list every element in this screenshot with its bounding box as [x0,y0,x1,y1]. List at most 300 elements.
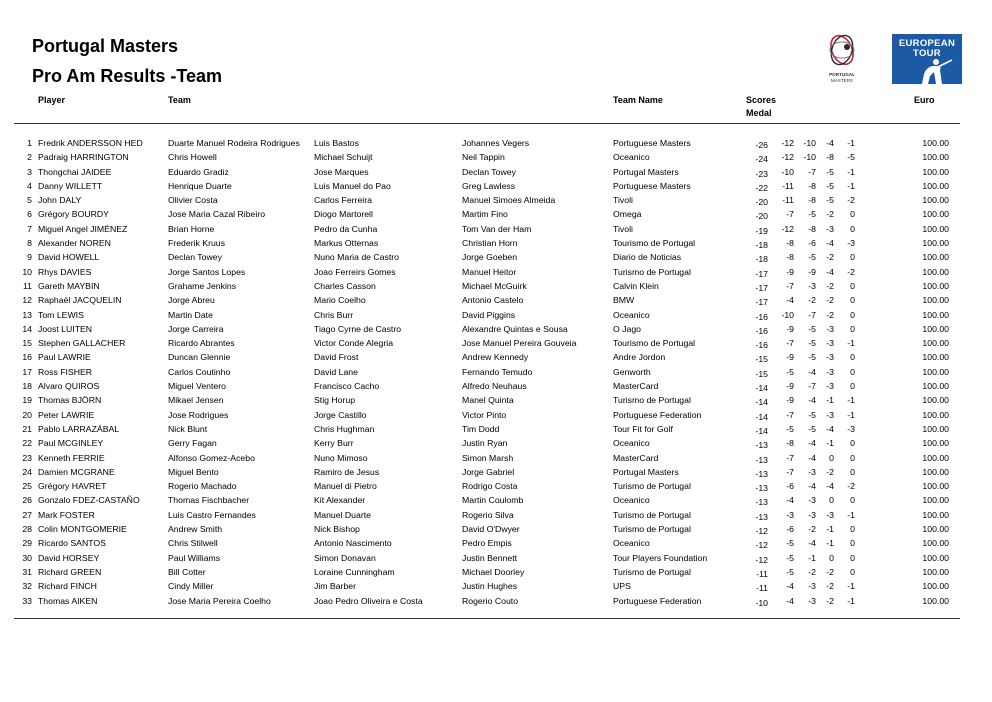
table-row [0,365,992,379]
row-score-2: -5 [808,252,816,263]
row-team-name: Turismo de Portugal [613,266,691,277]
row-euro: 100.00 [922,352,949,363]
row-score-1: -7 [786,452,794,463]
row-score-3: -2 [826,252,834,263]
row-euro: 100.00 [922,395,949,406]
column-header-team: Team [168,95,191,105]
row-score-3: -2 [826,581,834,592]
row-total-score: -18 [755,254,768,265]
row-team-member-2: Simon Donavan [314,552,376,563]
row-euro: 100.00 [922,238,949,249]
row-total-score: -13 [755,511,768,522]
row-score-2: -7 [808,309,816,320]
row-score-4: 0 [850,495,855,506]
european-tour-logo-line1: EUROPEAN [898,38,956,49]
row-team-member-2: Mario Coelho [314,295,366,306]
row-team-member-3: Declan Towey [462,166,516,177]
row-team-member-2: Charles Casson [314,280,376,291]
row-score-1: -8 [786,238,794,249]
row-euro: 100.00 [922,509,949,520]
row-position: 31 [22,566,32,577]
row-team-member-2: Markus Otternas [314,238,379,249]
row-score-2: -4 [808,481,816,492]
row-team-member-2: Manuel di Pietro [314,481,377,492]
row-score-2: -2 [808,295,816,306]
row-score-3: -4 [826,423,834,434]
table-row [0,207,992,221]
row-team-member-2: Victor Conde Alegria [314,338,394,349]
row-score-3: -1 [826,538,834,549]
row-score-1: -9 [786,323,794,334]
row-score-1: -5 [786,538,794,549]
row-position: 5 [27,195,32,206]
row-team-member-1: Rogerio Machado [168,481,237,492]
table-row [0,565,992,579]
row-score-1: -7 [786,209,794,220]
table-row [0,508,992,522]
row-player: Alvaro QUIROS [38,381,100,392]
table-row [0,408,992,422]
row-total-score: -15 [755,354,768,365]
row-score-4: 0 [850,538,855,549]
row-player: Paul LAWRIE [38,352,91,363]
row-team-name: Tivoli [613,223,633,234]
table-row [0,594,992,608]
row-team-member-2: Tiago Cyrne de Castro [314,323,402,334]
column-header-scores: Scores [746,95,777,105]
row-euro: 100.00 [922,423,949,434]
row-team-member-1: Ricardo Abrantes [168,338,235,349]
row-team-member-1: Duncan Glennie [168,352,231,363]
row-team-member-2: Kit Alexander [314,495,366,506]
row-team-member-2: Nick Bishop [314,524,360,535]
row-score-3: -2 [826,295,834,306]
row-score-1: -12 [781,152,794,163]
table-row [0,536,992,550]
row-score-3: -3 [826,338,834,349]
row-score-4: 0 [850,209,855,220]
row-team-member-1: Jose Maria Pereira Coelho [168,595,271,606]
row-team-member-1: Carlos Coutinho [168,366,231,377]
row-team-member-3: Pedro Empis [462,538,512,549]
row-score-2: -5 [808,409,816,420]
row-position: 15 [22,338,32,349]
row-team-member-2: Kerry Burr [314,438,354,449]
row-score-4: 0 [850,323,855,334]
row-team-member-1: Martin Date [168,309,213,320]
row-euro: 100.00 [922,323,949,334]
row-score-3: -2 [826,566,834,577]
row-total-score: -14 [755,397,768,408]
table-row [0,436,992,450]
row-score-4: -2 [847,195,855,206]
page-title: Portugal Masters [32,36,179,56]
row-position: 17 [22,366,32,377]
row-position: 16 [22,352,32,363]
row-euro: 100.00 [922,581,949,592]
row-team-member-1: Gerry Fagan [168,438,217,449]
row-score-4: -2 [847,266,855,277]
row-score-2: -5 [808,423,816,434]
portugal-masters-emblem-icon [816,30,868,86]
row-total-score: -20 [755,197,768,208]
row-team-member-3: Tom Van der Ham [462,223,532,234]
row-team-name: Turismo de Portugal [613,566,691,577]
row-team-name: Tivoli [613,195,633,206]
row-position: 28 [22,524,32,535]
row-score-2: -5 [808,209,816,220]
row-score-3: -5 [826,195,834,206]
row-score-3: -5 [826,180,834,191]
row-euro: 100.00 [922,366,949,377]
row-team-name: Portuguese Federation [613,409,702,420]
row-team-name: MasterCard [613,381,659,392]
row-player: Colin MONTGOMERIE [38,524,127,535]
column-header-medal: Medal [746,108,772,118]
row-team-name: Andre Jordon [613,352,666,363]
row-total-score: -11 [756,583,768,594]
row-score-2: -8 [808,180,816,191]
row-team-member-2: Francisco Cacho [314,381,380,392]
row-score-1: -5 [786,552,794,563]
row-team-member-1: Chris Howell [168,152,217,163]
row-position: 33 [22,595,32,606]
row-score-2: -1 [808,552,816,563]
row-team-name: Portuguese Masters [613,180,691,191]
row-player: Raphaël JACQUELIN [38,295,122,306]
table-row [0,236,992,250]
row-team-name: Oceanico [613,538,650,549]
row-player: Thomas AIKEN [38,595,98,606]
row-total-score: -24 [755,154,768,165]
row-total-score: -13 [755,468,768,479]
row-team-name: BMW [613,295,635,306]
row-team-member-3: Justin Ryan [462,438,508,449]
row-euro: 100.00 [922,180,949,191]
row-team-member-1: Bill Cotter [168,566,206,577]
row-team-member-2: David Lane [314,366,358,377]
row-score-3: -3 [826,409,834,420]
column-header-team-name: Team Name [613,95,663,105]
row-team-member-2: Diogo Martorell [314,209,373,220]
row-player: Peter LAWRIE [38,409,95,420]
row-team-name: Turismo de Portugal [613,509,691,520]
portugal-masters-logo [816,30,868,86]
row-score-2: -4 [808,452,816,463]
row-total-score: -12 [755,554,768,565]
row-team-member-2: David Frost [314,352,359,363]
row-total-score: -12 [755,540,768,551]
row-position: 2 [27,152,32,163]
row-team-name: Oceanico [613,152,650,163]
row-team-member-2: Luis Manuel do Pao [314,180,391,191]
row-score-4: 0 [850,252,855,263]
row-score-4: 0 [850,566,855,577]
table-row [0,522,992,536]
row-team-member-1: Frederik Kruus [168,238,225,249]
row-player: Thomas BJÖRN [38,395,102,406]
row-player: Richard FINCH [38,581,97,592]
row-player: Ricardo SANTOS [38,538,106,549]
table-row [0,193,992,207]
row-score-3: -4 [826,138,834,148]
row-score-1: -9 [786,381,794,392]
row-position: 20 [22,409,32,420]
row-score-2: -3 [808,466,816,477]
row-euro: 100.00 [922,452,949,463]
row-player: Paul MCGINLEY [38,438,104,449]
row-team-member-3: Martim Fino [462,209,508,220]
row-player: Miguel Angel JIMÉNEZ [38,223,128,234]
row-team-member-2: Carlos Ferreira [314,195,372,206]
row-player: Damien MCGRANE [38,466,115,477]
row-team-member-3: Tim Dodd [462,423,500,434]
row-position: 29 [22,538,32,549]
row-score-3: -4 [826,481,834,492]
row-player: Fredrik ANDERSSON HED [38,138,143,148]
row-team-member-2: Manuel Duarte [314,509,371,520]
row-euro: 100.00 [922,223,949,234]
row-score-1: -5 [786,366,794,377]
row-score-1: -9 [786,352,794,363]
row-total-score: -13 [755,483,768,494]
row-score-2: -5 [808,338,816,349]
row-team-member-1: Grahame Jenkins [168,280,237,291]
row-euro: 100.00 [922,438,949,449]
row-position: 24 [22,466,32,477]
row-position: 30 [22,552,32,563]
header-divider [14,123,960,124]
row-score-2: -3 [808,495,816,506]
row-team-name: O Jago [613,323,642,334]
row-player: Kenneth FERRIE [38,452,105,463]
footer-divider [14,618,960,619]
row-team-name: Portuguese Masters [613,138,691,148]
row-score-2: -4 [808,538,816,549]
row-total-score: -20 [755,211,768,222]
table-row [0,165,992,179]
row-position: 10 [22,266,32,277]
row-player: Alexander NOREN [38,238,111,249]
row-score-1: -9 [786,266,794,277]
row-score-3: 0 [829,452,834,463]
row-player: Gareth MAYBIN [38,280,100,291]
row-euro: 100.00 [922,252,949,263]
table-row [0,579,992,593]
row-team-member-3: Manel Quinta [462,395,514,406]
row-position: 9 [27,252,32,263]
table-row [0,551,992,565]
column-header-player: Player [38,95,66,105]
row-team-member-3: Manuel Heitor [462,266,517,277]
row-euro: 100.00 [922,309,949,320]
row-score-3: -3 [826,323,834,334]
row-team-member-3: Fernando Temudo [462,366,533,377]
row-team-name: Calvin Klein [613,280,659,291]
row-team-member-2: Joao Pedro Oliveira e Costa [314,595,423,606]
row-position: 8 [27,238,32,249]
row-score-4: -3 [847,238,855,249]
table-row [0,179,992,193]
row-score-1: -8 [786,252,794,263]
row-score-1: -12 [781,138,794,148]
row-player: Ross FISHER [38,366,93,377]
row-position: 27 [22,509,32,520]
row-score-2: -4 [808,438,816,449]
row-position: 13 [22,309,32,320]
row-player: Joost LUITEN [38,323,93,334]
table-row [0,336,992,350]
row-team-member-3: Michael McGuirk [462,280,527,291]
row-score-4: 0 [850,309,855,320]
table-row [0,279,992,293]
row-team-member-2: Luis Bastos [314,138,359,148]
row-total-score: -22 [755,182,768,193]
row-euro: 100.00 [922,466,949,477]
row-total-score: -16 [755,311,768,322]
row-team-member-2: Michael Schuijt [314,152,373,163]
row-player: Thongchai JAIDEE [38,166,112,177]
row-team-member-3: Manuel Simoes Almeida [462,195,556,206]
row-score-2: -5 [808,352,816,363]
row-team-member-1: Jorge Carreira [168,323,224,334]
row-team-member-3: Victor Pinto [462,409,507,420]
row-score-1: -7 [786,466,794,477]
row-team-member-2: Stig Horup [314,395,356,406]
row-total-score: -26 [755,140,768,150]
table-row [0,136,992,150]
row-team-name: Tourismo de Portugal [613,338,696,349]
row-score-2: -4 [808,395,816,406]
row-player: Padraig HARRINGTON [38,152,129,163]
row-team-member-2: Ramiro de Jesus [314,466,380,477]
row-score-1: -5 [786,423,794,434]
row-score-1: -4 [786,595,794,606]
row-euro: 100.00 [922,195,949,206]
european-tour-logo-line2: TOUR [913,48,941,59]
row-score-2: -7 [808,381,816,392]
row-euro: 100.00 [922,166,949,177]
row-score-4: -1 [847,138,855,148]
row-team-name: Portugal Masters [613,466,679,477]
row-player: Danny WILLETT [38,180,103,191]
row-score-3: -3 [826,381,834,392]
row-score-4: 0 [850,280,855,291]
row-team-member-2: Chris Hughman [314,423,375,434]
row-team-name: MasterCard [613,452,659,463]
row-score-1: -11 [782,195,794,206]
golfer-silhouette-icon [892,34,962,84]
table-row [0,322,992,336]
row-team-member-2: Nuno Maria de Castro [314,252,399,263]
row-score-3: -2 [826,466,834,477]
row-score-2: -3 [808,595,816,606]
row-player: Grégory BOURDY [38,209,109,220]
row-score-1: -4 [786,495,794,506]
row-score-4: -1 [847,595,855,606]
row-score-2: -7 [808,166,816,177]
row-score-1: -9 [786,395,794,406]
row-team-member-2: Nuno Mimoso [314,452,368,463]
row-player: Tom LEWIS [38,309,84,320]
row-euro: 100.00 [922,566,949,577]
row-team-member-3: Jose Manuel Pereira Gouveia [462,338,577,349]
row-score-3: 0 [829,495,834,506]
row-score-2: -2 [808,566,816,577]
row-total-score: -13 [755,497,768,508]
row-team-member-1: Chris Stilwell [168,538,218,549]
table-row [0,493,992,507]
row-team-member-1: Miguel Ventero [168,381,226,392]
row-score-2: -8 [808,195,816,206]
table-row [0,479,992,493]
row-team-member-3: Greg Lawless [462,180,516,191]
row-score-1: -7 [786,280,794,291]
row-team-member-1: Duarte Manuel Rodeira Rodrigues [168,138,300,148]
row-score-2: -9 [808,266,816,277]
row-position: 22 [22,438,32,449]
row-total-score: -17 [755,282,768,293]
row-score-1: -4 [786,295,794,306]
row-euro: 100.00 [922,595,949,606]
table-row [0,465,992,479]
row-score-4: 0 [850,352,855,363]
table-row [0,265,992,279]
row-team-name: Omega [613,209,642,220]
row-team-member-1: Mikael Jensen [168,395,224,406]
row-position: 3 [27,166,32,177]
row-team-member-1: Olivier Costa [168,195,218,206]
row-team-member-3: Jorge Gabriel [462,466,515,477]
row-position: 25 [22,481,32,492]
row-score-1: -4 [786,581,794,592]
row-team-member-1: Cindy Miller [168,581,214,592]
table-row [0,250,992,264]
row-team-member-1: Miguel Bento [168,466,219,477]
row-score-4: -1 [847,395,855,406]
row-team-member-3: Rodrigo Costa [462,481,518,492]
table-row [0,293,992,307]
row-team-member-2: Jim Barber [314,581,356,592]
row-team-member-3: Justin Hughes [462,581,518,592]
row-total-score: -19 [755,225,768,236]
row-position: 11 [22,280,32,291]
row-score-4: 0 [850,438,855,449]
row-team-name: Portuguese Federation [613,595,702,606]
row-euro: 100.00 [922,524,949,535]
row-total-score: -14 [755,383,768,394]
table-row [0,451,992,465]
row-position: 23 [22,452,32,463]
row-score-4: -2 [847,481,855,492]
row-player: John DALY [38,195,82,206]
row-team-member-2: Antonio Nascimento [314,538,392,549]
row-team-member-3: Justin Bennett [462,552,518,563]
table-row [0,150,992,164]
row-position: 6 [27,209,32,220]
row-team-member-3: David Piggins [462,309,516,320]
row-total-score: -23 [755,168,768,179]
row-score-3: -2 [826,280,834,291]
row-euro: 100.00 [922,138,949,148]
row-score-1: -6 [786,524,794,535]
row-team-member-1: Henrique Duarte [168,180,232,191]
row-team-member-3: Martin Coulomb [462,495,524,506]
row-player: Mark FOSTER [38,509,95,520]
row-score-4: -5 [847,152,855,163]
row-team-member-3: Antonio Castelo [462,295,524,306]
row-position: 1 [27,138,32,148]
